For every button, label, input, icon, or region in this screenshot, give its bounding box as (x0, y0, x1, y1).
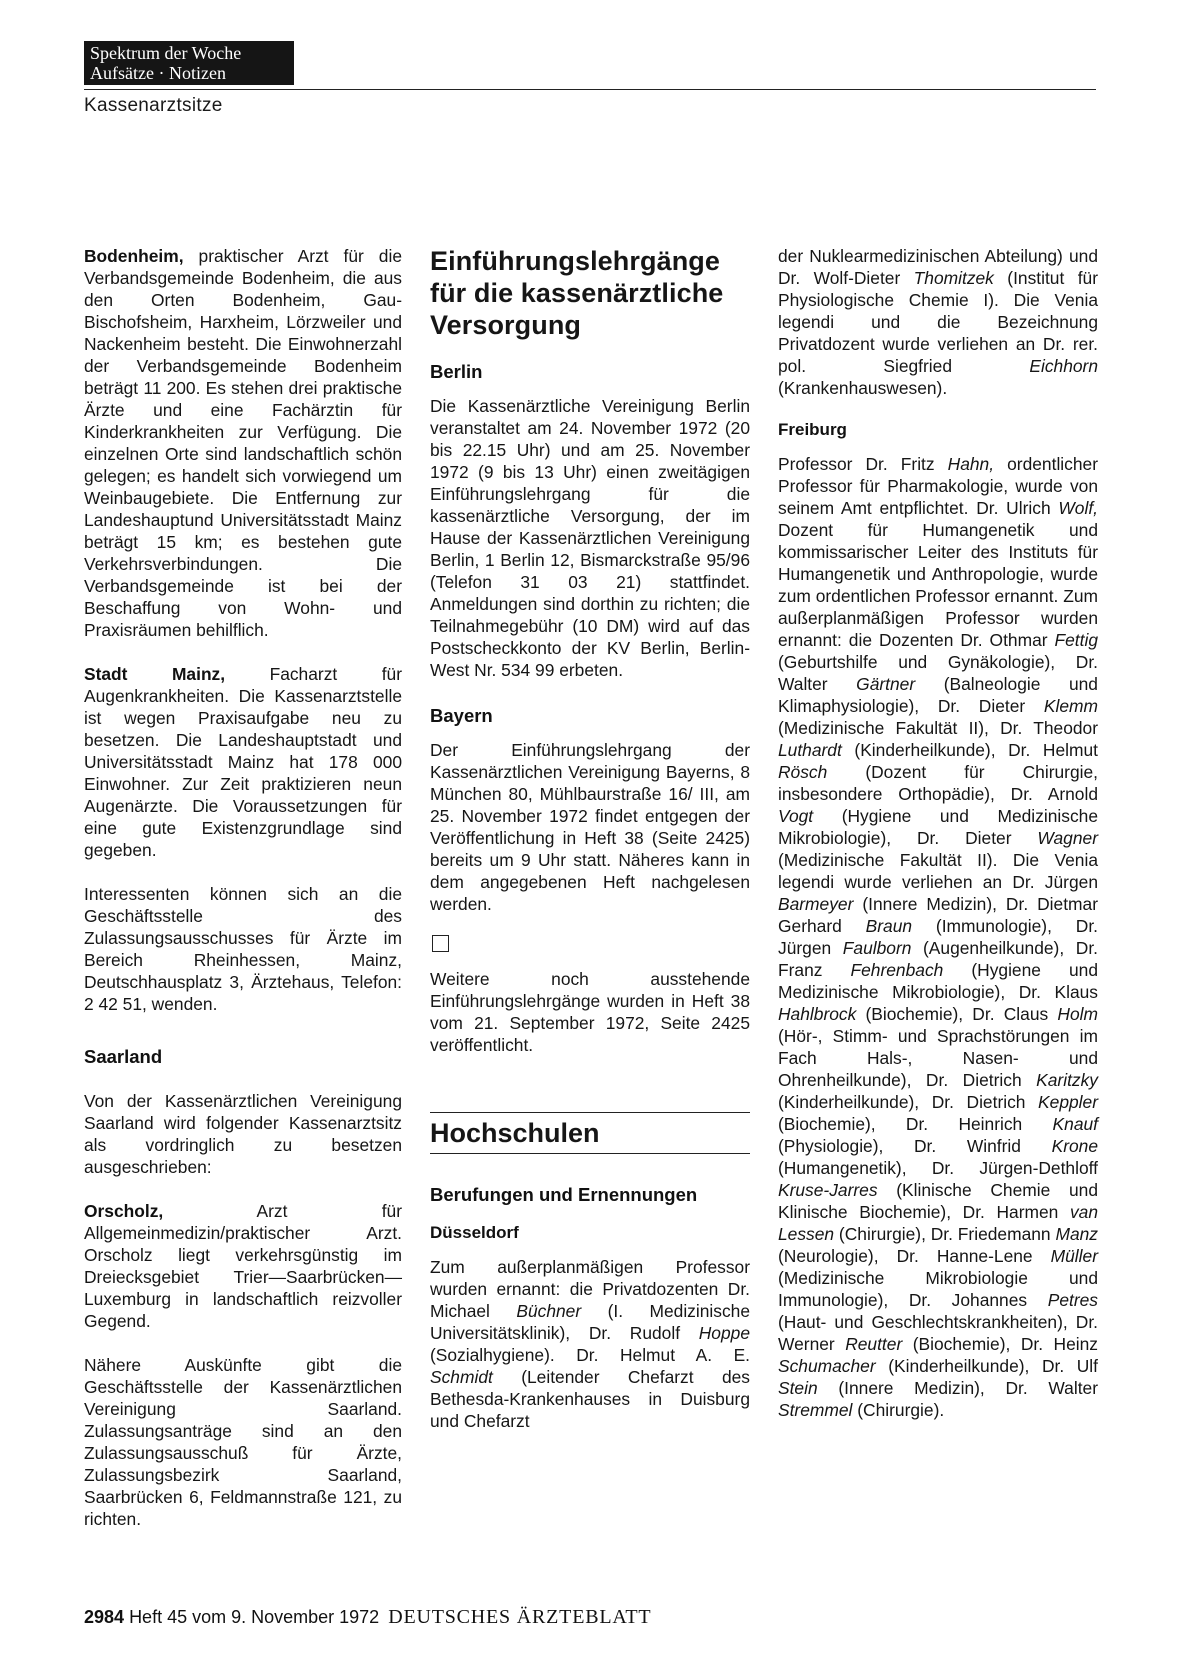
person-name: Fehrenbach (850, 960, 944, 980)
person-name: Holm (1057, 1004, 1098, 1024)
heading-bayern: Bayern (430, 705, 493, 726)
person-name: Keppler (1038, 1092, 1098, 1112)
text-span: (Medizinische Mikrobiologie und Immunologie), Dr. Johannes (778, 1268, 1098, 1310)
person-name: Stremmel (778, 1400, 853, 1420)
paragraph-naehere-auskuenfte: Nähere Auskünfte gibt die Geschäftsstelle der Kassenärztlichen Vereinigung Saarland. Zulassungsanträge sind an den Zulassungsausschuß für Ärzte, Zulassungsbezirk Saarland, Saarbrücken 6, Feldmannstraße 121, zu richten. (84, 1355, 402, 1529)
text-span: (Balneologie und Klimaphysiologie), Dr. Dieter (778, 674, 1098, 716)
heading-freiburg: Freiburg (778, 420, 847, 439)
name-buechner: Büchner (516, 1301, 582, 1321)
person-name: Braun (865, 916, 913, 936)
text-mainz: Facharzt für Augenkrankheiten. Die Kassenarztstelle ist wegen Praxisaufgabe neu zu besetzen. Die Landeshauptstadt und Universitätsstadt Mainz hat 178 000 Einwohner. Zur Zeit praktizieren neun Augenärzte. Die Voraussetzungen für eine gute Existenzgrundlage sind gegeben. (84, 664, 402, 860)
paragraph-duesseldorf (430, 1256, 750, 1432)
paragraph-bayern: Der Einführungslehrgang der Kassenärztlichen Vereinigung Bayerns, 8 München 80, Mühlbaurstraße 16/ III, am 25. November 1972 findet entgegen der Veröffentlichung in Heft 38 (Seite 2425) bereits um 9 Uhr statt. Näheres kann in dem angegebenen Heft nachgelesen werden. (430, 740, 750, 914)
badge-line-1: Spektrum der Woche (90, 43, 242, 63)
paragraph-bodenheim (84, 245, 402, 641)
text-span: (Kinderheilkunde), Dr. Dietrich (778, 1092, 1039, 1112)
text-span: (Biochemie), Dr. Heinrich (778, 1114, 1053, 1134)
text-span: (I. Medizinische Universitätsklinik), Dr. Rudolf (430, 1301, 751, 1343)
place-mainz: Stadt Mainz, (84, 664, 226, 684)
text-span: (Chirurgie), Dr. Friedemann (834, 1224, 1056, 1244)
person-name: Luthardt (778, 740, 842, 760)
page-footer (84, 1606, 651, 1629)
text-bodenheim: praktischer Arzt für die Verbandsgemeinde Bodenheim, die aus den Orten Bodenheim, Gau-Bischofsheim, Harxheim, Lörzweiler und Nackenheim besteht. Die Einwohnerzahl der Verbandsgemeinde Bodenheim beträgt 11 200. Es stehen drei praktische Ärzte und eine Fachärztin für Kinderkrankheiten zur Verfügung. Die einzelnen Orte sind landschaftlich schön gelegen; es handelt sich vorwiegend um Weinbaugebiete. Die Entfernung zur Landeshauptund Universitätsstadt Mainz beträgt 15 km; es bestehen gute Verkehrsverbindungen. Die Verbandsgemeinde ist bei der Beschaffung von Wohn- und Praxisräumen behilflich. (84, 246, 402, 640)
text-span: (Institut für Physiologische Chemie I). Die Venia legendi und die Bezeichnung Privatdozent wurde verliehen an Dr. rer. pol. Siegfried (778, 268, 1098, 376)
header-rule (84, 89, 1096, 90)
hochschulen-underline (430, 1153, 750, 1154)
heading-berlin: Berlin (430, 361, 483, 382)
text-span: (Dozent für Chirurgie, insbesondere Orthopädie), Dr. Arnold (778, 762, 1098, 804)
person-name: van Lessen (778, 1202, 1098, 1244)
text-span: (Medizinische Fakultät II), Dr. Theodor (778, 718, 1098, 738)
person-name: Krone (1051, 1136, 1098, 1156)
issue-info: Heft 45 vom 9. November 1972 (129, 1607, 380, 1627)
section-label: Kassenarztsitze (84, 95, 223, 116)
text-span: (Medizinische Fakultät II). Die Venia legendi wurde verliehen an Dr. Jürgen (778, 850, 1098, 892)
text-span: ordentlicher Professor für Pharmakologie, wurde von seinem Amt entpflichtet. Dr. Ulrich (778, 454, 1098, 518)
column-freiburg (778, 245, 1098, 1421)
heading-hochschulen: Hochschulen (430, 1118, 600, 1148)
person-name: Stein (778, 1378, 818, 1398)
journal-section-badge (84, 41, 294, 85)
text-span: (Hör-, Stimm- und Sprachstörungen im Fach Hals-, Nasen- und Ohrenheilkunde), Dr. Dietrich (778, 1026, 1098, 1090)
paragraph-saarland-intro: Von der Kassenärztlichen Vereinigung Saarland wird folgender Kassenarztsitz als vordringlich zu besetzen ausgeschrieben: (84, 1091, 402, 1177)
text-span: (Augenheilkunde), Dr. Franz (778, 938, 1098, 980)
name-thomitzek: Thomitzek (913, 268, 994, 288)
paragraph-orscholz (84, 1200, 402, 1332)
page-number: 2984 (84, 1607, 125, 1627)
badge-line-2: Aufsätze · Notizen (90, 63, 226, 83)
person-name: Rösch (778, 762, 828, 782)
paragraph-mainz (84, 663, 402, 861)
hochschulen-rule (430, 1112, 750, 1113)
place-bodenheim: Bodenheim, (84, 246, 184, 266)
text-span: (Immunologie), Dr. Jürgen (778, 916, 1098, 958)
paragraph-weitere: Weitere noch ausstehende Einführungslehrgänge wurden in Heft 38 vom 21. September 1972, Seite 2425 veröffentlicht. (430, 969, 750, 1055)
text-span: Professor Dr. Fritz (778, 454, 948, 474)
heading-berufungen: Berufungen und Ernennungen (430, 1184, 698, 1205)
text-span: (Humangenetik), Dr. Jürgen-Dethloff (778, 1158, 1098, 1178)
text-span: (Haut- und Geschlechtskrankheiten), Dr. Werner (778, 1312, 1098, 1354)
paragraph-berlin: Die Kassenärztliche Vereinigung Berlin veranstaltet am 24. November 1972 (20 bis 22.15 Uhr) und am 25. November 1972 (9 bis 13 Uhr) einen zweitägigen Einführungslehrgang für die kassenärztliche Versorgung, der im Hause der Kassenärztlichen Vereinigung Berlin, 1 Berlin 12, Bismarckstraße 95/96 (Telefon 31 03 21) stattfindet. Anmeldungen sind dorthin zu richten; die Teilnahmegebühr (10 DM) wird auf das Postscheckkonto der KV Berlin, Berlin-West Nr. 534 99 erbeten. (430, 396, 750, 680)
paragraph-freiburg (778, 453, 1098, 1421)
person-name: Kruse-Jarres (778, 1180, 878, 1200)
end-mark-box (432, 935, 449, 952)
text-span: (Krankenhauswesen). (778, 378, 948, 398)
name-hoppe: Hoppe (698, 1323, 750, 1343)
text-span: (Kinderheilkunde), Dr. Ulf (875, 1356, 1098, 1376)
text-span: (Biochemie), Dr. Heinz (902, 1334, 1099, 1354)
text-span: (Innere Medizin), Dr. Walter (817, 1378, 1098, 1398)
person-name: Karitzky (1036, 1070, 1098, 1090)
person-name: Knauf (1052, 1114, 1098, 1134)
journal-brand: DEUTSCHES ÄRZTEBLATT (388, 1606, 652, 1628)
text-span: (Physiologie), Dr. Winfrid (778, 1136, 1052, 1156)
person-name: Schumacher (778, 1356, 876, 1376)
text-span: (Hygiene und Medizinische Mikrobiologie), Dr. Klaus (778, 960, 1098, 1002)
person-name: Faulborn (842, 938, 912, 958)
text-span: (Chirurgie). (852, 1400, 945, 1420)
text-span: (Neurologie), Dr. Hanne-Lene (778, 1246, 1051, 1266)
article-title: Einführungslehrgänge für die kassenärztliche Versorgung (430, 246, 724, 340)
person-name: Vogt (778, 806, 814, 826)
person-name: Barmeyer (778, 894, 854, 914)
text-span: (Klinische Chemie und Klinische Biochemie), Dr. Harmen (778, 1180, 1098, 1222)
text-span: (Innere Medizin), Dr. Dietmar Gerhard (778, 894, 1098, 936)
person-name: Hahlbrock (778, 1004, 857, 1024)
text-span: (Hygiene und Medizinische Mikrobiologie), Dr. Dieter (778, 806, 1098, 848)
paragraph-interessenten: Interessenten können sich an die Geschäftsstelle des Zulassungsausschusses für Ärzte im Bereich Rheinhessen, Mainz, Deutschhausplatz 3, Ärztehaus, Telefon: 2 42 51, wenden. (84, 884, 402, 1014)
text-span: (Leitender Chefarzt des Bethesda-Krankenhauses in Duisburg und Chefarzt (430, 1367, 750, 1431)
column-kassenarztsitze (84, 245, 402, 1530)
text-span: Zum außerplanmäßigen Professor wurden ernannt: die Privatdozenten Dr. Michael (430, 1257, 750, 1321)
person-name: Manz (1055, 1224, 1098, 1244)
text-span: (Biochemie), Dr. Claus (856, 1004, 1058, 1024)
person-name: Fettig (1054, 630, 1098, 650)
person-name: Petres (1047, 1290, 1098, 1310)
text-span: (Sozialhygiene). Dr. Helmut A. E. (430, 1345, 750, 1365)
person-name: Wolf, (1058, 498, 1098, 518)
person-name: Müller (1050, 1246, 1098, 1266)
person-name: Hahn, (947, 454, 995, 474)
heading-duesseldorf: Düsseldorf (430, 1223, 519, 1242)
heading-saarland: Saarland (84, 1046, 163, 1067)
text-span: (Geburtshilfe und Gynäkologie), Dr. Walter (778, 652, 1098, 694)
text-span: (Kinderheilkunde), Dr. Helmut (841, 740, 1098, 760)
text-span: Dozent für Humangenetik und kommissarischer Leiter des Instituts für Humangenetik und Anthropologie, wurde zum ordentlichen Professor ernannt. Zum außerplanmäßigen Professor wurden ernannt: die Dozenten Dr. Othmar (778, 520, 1098, 650)
name-schmidt: Schmidt (430, 1367, 493, 1387)
name-eichhorn: Eichhorn (1029, 356, 1098, 376)
text-orscholz: Arzt für Allgemeinmedizin/praktischer Arzt. Orscholz liegt verkehrsgünstig im Dreiecksgebiet Trier—Saarbrücken—Luxemburg in landschaftlich reizvoller Gegend. (84, 1201, 402, 1331)
person-name: Klemm (1043, 696, 1098, 716)
paragraph-duesseldorf-continued (778, 245, 1098, 399)
column-einfuehrungslehrgaenge (430, 245, 750, 1432)
text-span: der Nuklearmedizinischen Abteilung) und Dr. Wolf-Dieter (778, 246, 1098, 288)
person-name: Wagner (1037, 828, 1098, 848)
person-name: Gärtner (856, 674, 916, 694)
person-name: Reutter (845, 1334, 903, 1354)
place-orscholz: Orscholz, (84, 1201, 164, 1221)
